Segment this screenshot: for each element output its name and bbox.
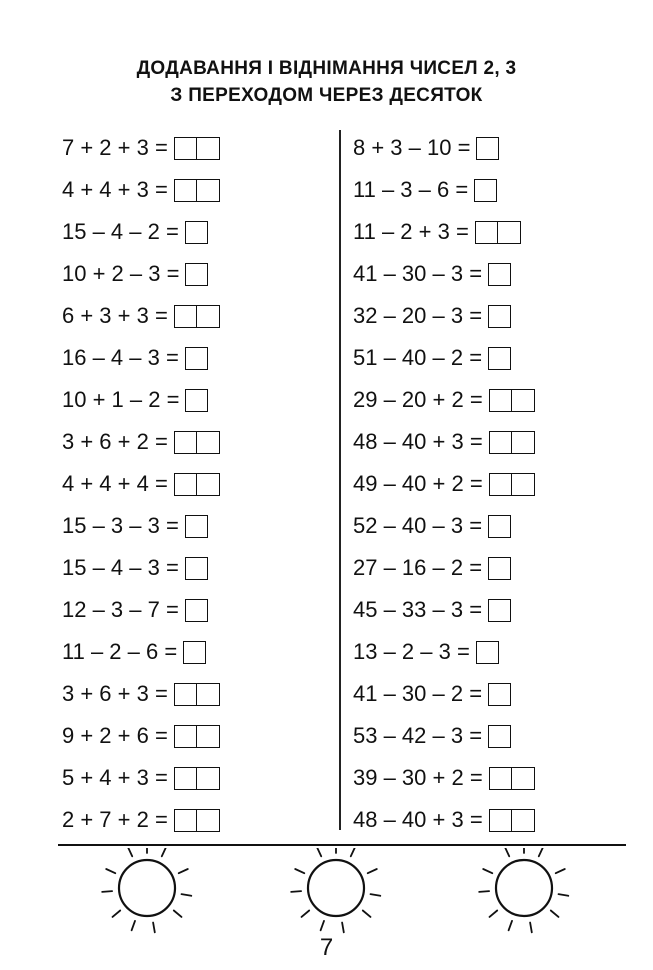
exercise-expression: 49 – 40 + 2 = [353,471,483,496]
exercise-expression: 29 – 20 + 2 = [353,387,483,412]
exercise-expression: 11 – 3 – 6 = [353,177,469,202]
exercise-row [62,715,220,757]
answer-boxes[interactable] [488,515,511,538]
right-exercise-column [353,127,535,841]
answer-box[interactable] [185,557,208,580]
answer-box[interactable] [174,473,197,496]
answer-boxes[interactable] [174,767,220,790]
exercise-expression: 53 – 42 – 3 = [353,723,483,748]
answer-box[interactable] [474,179,497,202]
exercise-expression: 6 + 3 + 3 = [62,303,168,328]
exercise-row [62,169,220,211]
exercise-row [62,379,220,421]
answer-box[interactable] [488,725,511,748]
answer-boxes[interactable] [174,179,220,202]
suns-decoration [0,848,653,938]
answer-boxes[interactable] [489,431,535,454]
answer-boxes[interactable] [185,515,208,538]
exercise-row [62,211,220,253]
exercise-expression: 48 – 40 + 3 = [353,807,483,832]
answer-boxes[interactable] [185,263,208,286]
answer-box[interactable] [488,557,511,580]
exercise-row [62,421,220,463]
answer-boxes[interactable] [174,683,220,706]
sun-icon [102,848,191,932]
answer-boxes[interactable] [488,599,511,622]
answer-boxes[interactable] [488,557,511,580]
exercise-row [353,757,535,799]
answer-boxes[interactable] [185,347,208,370]
answer-box[interactable] [512,809,535,832]
answer-boxes[interactable] [488,263,511,286]
answer-box[interactable] [185,389,208,412]
exercise-expression: 9 + 2 + 6 = [62,723,168,748]
exercise-expression: 48 – 40 + 3 = [353,429,483,454]
answer-boxes[interactable] [174,809,220,832]
answer-boxes[interactable] [474,179,497,202]
answer-box[interactable] [174,809,197,832]
exercise-row [353,547,535,589]
answer-box[interactable] [489,389,512,412]
exercise-row [353,295,535,337]
answer-box[interactable] [185,347,208,370]
answer-box[interactable] [476,641,499,664]
exercise-row [353,253,535,295]
answer-boxes[interactable] [488,725,511,748]
exercise-row [62,673,220,715]
answer-boxes[interactable] [476,641,499,664]
answer-box[interactable] [476,137,499,160]
exercise-expression: 7 + 2 + 3 = [62,135,168,160]
answer-box[interactable] [488,599,511,622]
answer-box[interactable] [489,809,512,832]
exercise-expression: 4 + 4 + 4 = [62,471,168,496]
answer-box[interactable] [197,683,220,706]
exercise-expression: 16 – 4 – 3 = [62,345,179,370]
answer-box[interactable] [488,305,511,328]
answer-boxes[interactable] [174,473,220,496]
exercise-row [353,127,535,169]
exercise-expression: 15 – 4 – 3 = [62,555,179,580]
exercise-row [62,589,220,631]
exercise-row [62,505,220,547]
page-title-line-1: ДОДАВАННЯ І ВІДНІМАННЯ ЧИСЕЛ 2, 3 [136,58,517,79]
exercise-row [62,253,220,295]
answer-box[interactable] [197,305,220,328]
exercise-expression: 13 – 2 – 3 = [353,639,470,664]
answer-box[interactable] [183,641,206,664]
answer-box[interactable] [185,599,208,622]
answer-box[interactable] [197,809,220,832]
answer-boxes[interactable] [185,557,208,580]
exercise-row [353,673,535,715]
answer-box[interactable] [488,515,511,538]
answer-box[interactable] [174,767,197,790]
exercise-expression: 10 + 1 – 2 = [62,387,180,412]
answer-boxes[interactable] [174,137,220,160]
answer-boxes[interactable] [185,389,208,412]
answer-boxes[interactable] [185,221,208,244]
exercise-expression: 51 – 40 – 2 = [353,345,483,370]
exercise-row [353,505,535,547]
exercise-row [62,631,220,673]
exercise-row [353,715,535,757]
exercise-expression: 41 – 30 – 2 = [353,681,483,706]
answer-box[interactable] [174,305,197,328]
exercise-row [62,337,220,379]
answer-box[interactable] [512,473,535,496]
exercise-expression: 45 – 33 – 3 = [353,597,483,622]
exercise-expression: 12 – 3 – 7 = [62,597,179,622]
exercise-row [353,211,535,253]
exercise-row [353,589,535,631]
exercise-row [62,799,220,841]
answer-box[interactable] [185,515,208,538]
exercise-row [62,127,220,169]
answer-box[interactable] [174,431,197,454]
exercise-expression: 41 – 30 – 3 = [353,261,483,286]
answer-boxes[interactable] [489,767,535,790]
exercise-row [353,631,535,673]
sun-icon [479,848,568,932]
exercise-expression: 8 + 3 – 10 = [353,135,471,160]
answer-box[interactable] [488,683,511,706]
answer-boxes[interactable] [488,683,511,706]
answer-boxes[interactable] [476,137,499,160]
answer-box[interactable] [488,263,511,286]
exercise-expression: 3 + 6 + 3 = [62,681,168,706]
answer-box[interactable] [512,389,535,412]
exercise-expression: 11 – 2 + 3 = [353,219,469,244]
exercise-expression: 10 + 2 – 3 = [62,261,180,286]
exercise-expression: 15 – 3 – 3 = [62,513,179,538]
exercise-row [353,337,535,379]
answer-box[interactable] [488,347,511,370]
answer-boxes[interactable] [489,809,535,832]
exercise-expression: 3 + 6 + 2 = [62,429,168,454]
answer-boxes[interactable] [489,389,535,412]
exercise-expression: 39 – 30 + 2 = [353,765,483,790]
answer-boxes[interactable] [488,305,511,328]
answer-boxes[interactable] [174,305,220,328]
exercise-row [353,169,535,211]
answer-box[interactable] [197,473,220,496]
answer-box[interactable] [197,137,220,160]
answer-box[interactable] [174,137,197,160]
answer-box[interactable] [197,431,220,454]
answer-boxes[interactable] [488,347,511,370]
answer-boxes[interactable] [475,221,521,244]
answer-box[interactable] [489,431,512,454]
answer-boxes[interactable] [174,725,220,748]
bottom-divider-line [58,844,626,846]
exercise-expression: 27 – 16 – 2 = [353,555,483,580]
answer-box[interactable] [475,221,498,244]
answer-box[interactable] [489,473,512,496]
exercise-row [353,421,535,463]
answer-boxes[interactable] [185,599,208,622]
answer-box[interactable] [174,179,197,202]
answer-box[interactable] [498,221,521,244]
exercise-expression: 52 – 40 – 3 = [353,513,483,538]
sun-icon [291,848,380,932]
answer-box[interactable] [197,179,220,202]
answer-box[interactable] [174,725,197,748]
left-exercise-column [62,127,220,841]
answer-boxes[interactable] [174,431,220,454]
exercise-row [353,799,535,841]
answer-box[interactable] [185,263,208,286]
page-number: 7 [319,934,334,961]
exercise-row [353,463,535,505]
answer-box[interactable] [174,683,197,706]
answer-box[interactable] [197,767,220,790]
exercise-expression: 4 + 4 + 3 = [62,177,168,202]
answer-box[interactable] [512,431,535,454]
answer-boxes[interactable] [489,473,535,496]
exercise-expression: 15 – 4 – 2 = [62,219,179,244]
exercise-row [62,463,220,505]
answer-box[interactable] [489,767,512,790]
exercise-row [62,547,220,589]
answer-boxes[interactable] [183,641,206,664]
exercise-expression: 32 – 20 – 3 = [353,303,483,328]
exercise-expression: 11 – 2 – 6 = [62,639,178,664]
exercise-expression: 5 + 4 + 3 = [62,765,168,790]
answer-box[interactable] [512,767,535,790]
page-title-line-2: З ПЕРЕХОДОМ ЧЕРЕЗ ДЕСЯТОК [170,85,483,106]
exercise-row [353,379,535,421]
column-divider [339,130,341,830]
answer-box[interactable] [185,221,208,244]
exercise-expression: 2 + 7 + 2 = [62,807,168,832]
exercise-row [62,295,220,337]
answer-box[interactable] [197,725,220,748]
exercise-row [62,757,220,799]
